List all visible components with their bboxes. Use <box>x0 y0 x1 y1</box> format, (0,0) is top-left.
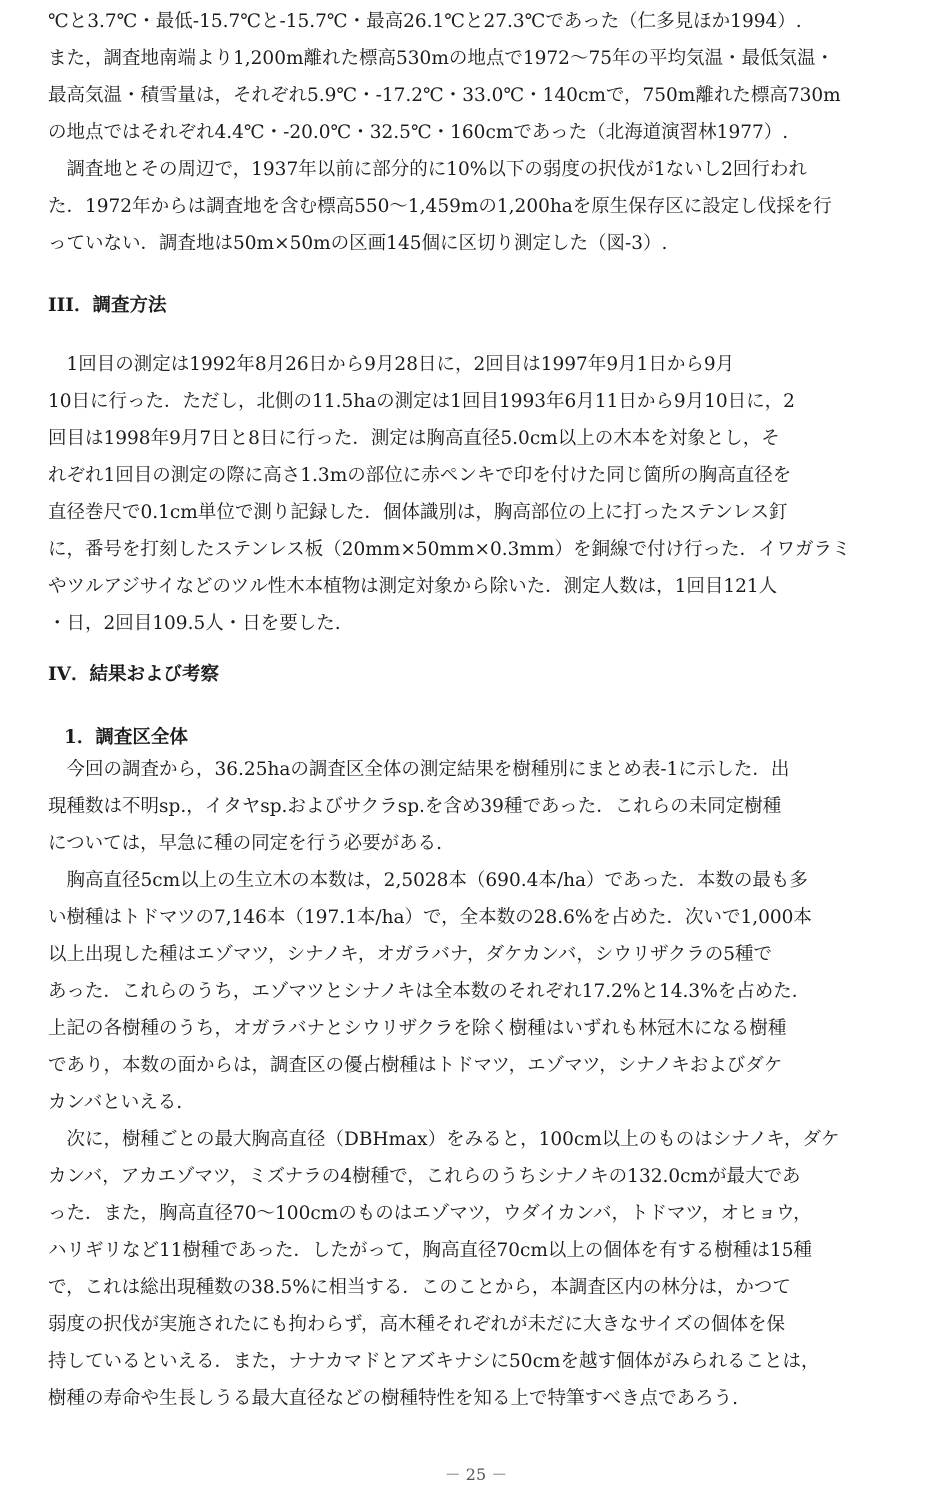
text-line: 持しているといえる．また，ナナカマドとアズキナシに50cmを越す個体がみられることは， <box>48 1351 820 1372</box>
text-line: であり，本数の面からは，調査区の優占樹種はトドマツ，エゾマツ，シナノキおよびダケ <box>48 1055 783 1076</box>
text-line: れぞれ1回目の測定の際に高さ1.3mの部位に赤ペンキで印を付けた同じ箇所の胸高直径を <box>48 465 792 486</box>
text-line: また，調査地南端より1,200m離れた標高530mの地点で1972～75年の平均気温・最低気温・ <box>48 48 834 69</box>
text-line: 直径巻尺で0.1cm単位で測り記録した．個体識別は，胸高部位の上に打ったステンレス釘 <box>48 502 788 523</box>
text-line: やツルアジサイなどのツル性木本植物は測定対象から除いた．測定人数は，1回目121人 <box>48 576 778 597</box>
text-line: い樹種はトドマツの7,146本（197.1本/ha）で，全本数の28.6%を占めた．次いで1,000本 <box>48 907 812 928</box>
text-line: 弱度の択伐が実施されたにも拘わらず，高木種それぞれが未だに大きなサイズの個体を保 <box>48 1314 786 1335</box>
text-line: 現種数は不明sp.，イタヤsp.およびサクラsp.を含め39種であった．これらの未同定樹種 <box>48 796 782 817</box>
text-line: 調査地とその周辺で，1937年以前に部分的に10%以下の弱度の択伐が1ないし2回行われ <box>48 159 807 180</box>
text-line: 今回の調査から，36.25haの調査区全体の測定結果を樹種別にまとめ表-1に示した．出 <box>48 759 790 780</box>
text-line: に，番号を打刻したステンレス板（20mm×50mm×0.3mm）を銅線で付け行った．イワガラミ <box>48 539 851 560</box>
text-line: については，早急に種の同定を行う必要がある. <box>48 833 443 854</box>
text-line: った．また，胸高直径70～100cmのものはエゾマツ，ウダイカンバ，トドマツ，オヒョウ， <box>48 1203 812 1224</box>
text-line: カンバといえる. <box>48 1092 183 1113</box>
text-line: 最高気温・積雪量は，それぞれ5.9℃・-17.2℃・33.0℃・140cmで，750m離れた標高730m <box>48 85 841 106</box>
section-heading-methods: III．調査方法 <box>48 295 167 316</box>
text-line: っていない．調査地は50m×50mの区画145個に区切り測定した（図-3）. <box>48 233 668 254</box>
text-line: の地点ではそれぞれ4.4℃・-20.0℃・32.5℃・160cmであった（北海道演習林1977）. <box>48 122 789 143</box>
text-line: で，これは総出現種数の38.5%に相当する．このことから，本調査区内の林分は，かつて <box>48 1277 791 1298</box>
subsection-heading: 1．調査区全体 <box>64 727 188 748</box>
text-line: 次に，樹種ごとの最大胸高直径（DBHmax）をみると，100cm以上のものはシナノキ，ダケ <box>48 1129 840 1150</box>
text-line: 1回目の測定は1992年8月26日から9月28日に，2回目は1997年9月1日から9月 <box>48 354 735 375</box>
text-line: 以上出現した種はエゾマツ，シナノキ，オガラバナ，ダケカンバ，シウリザクラの5種で <box>48 944 773 965</box>
text-line: 樹種の寿命や生長しうる最大直径などの樹種特性を知る上で特筆すべき点であろう. <box>48 1388 739 1409</box>
text-line: た．1972年からは調査地を含む標高550～1,459mの1,200haを原生保存区に設定し伐採を行 <box>48 196 832 217</box>
text-line: 上記の各樹種のうち，オガラバナとシウリザクラを除く樹種はいずれも林冠木になる樹種 <box>48 1018 787 1039</box>
text-line: ・日，2回目109.5人・日を要した. <box>48 613 341 634</box>
text-line: 胸高直径5cm以上の生立木の本数は，2,5028本（690.4本/ha）であった．本数の最も多 <box>48 870 808 891</box>
text-line: あった．これらのうち，エゾマツとシナノキは全本数のそれぞれ17.2%と14.3%を占めた． <box>48 981 811 1002</box>
text-line: ℃と3.7℃・最低-15.7℃と-15.7℃・最高26.1℃と27.3℃であった（仁多見ほか1994）. <box>48 11 802 32</box>
section-heading-results: IV．結果および考察 <box>48 664 220 685</box>
text-line: ハリギリなど11樹種であった．したがって，胸高直径70cm以上の個体を有する樹種は15種 <box>48 1240 812 1261</box>
page-number: － 25 － <box>444 1465 508 1484</box>
text-line: 回目は1998年9月7日と8日に行った．測定は胸高直径5.0cm以上の木本を対象とし，そ <box>48 428 780 449</box>
text-line: カンバ，アカエゾマツ，ミズナラの4樹種で，これらのうちシナノキの132.0cmが最大であ <box>48 1166 801 1187</box>
text-line: 10日に行った．ただし，北側の11.5haの測定は1回目1993年6月11日から9月10日に，2 <box>48 391 795 412</box>
